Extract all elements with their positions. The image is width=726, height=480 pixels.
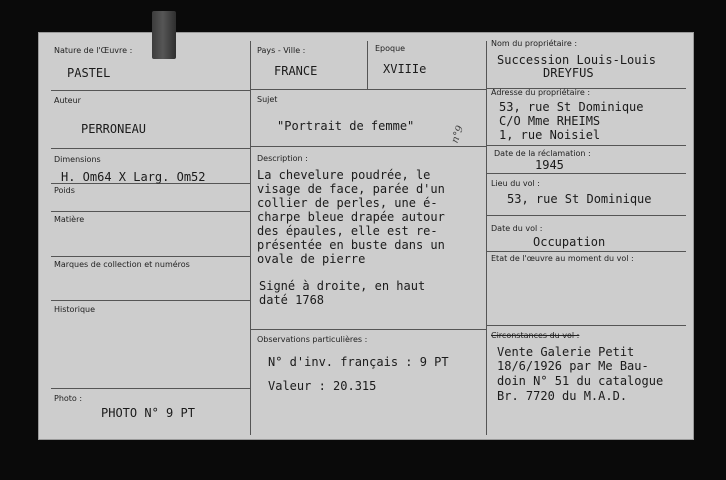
lieu-value: 53, rue St Dominique	[507, 192, 652, 206]
rule	[51, 256, 250, 257]
rule	[486, 173, 686, 174]
date-label: Date de la réclamation :	[494, 149, 591, 158]
sujet-value: "Portrait de femme"	[277, 119, 415, 133]
index-card	[38, 32, 694, 440]
historique-label: Historique	[54, 305, 96, 314]
epoque-divider	[367, 41, 368, 89]
epoque-label: Epoque	[375, 44, 406, 53]
matiere-label: Matière	[54, 215, 85, 224]
rule	[250, 89, 486, 90]
observations-line: Valeur : 20.315	[268, 379, 377, 393]
rule	[250, 146, 486, 147]
rule	[51, 388, 250, 389]
pays-label: Pays - Ville :	[257, 46, 306, 55]
circonstances-line: Br. 7720 du M.A.D.	[497, 389, 628, 403]
datevol-value: Occupation	[533, 235, 606, 249]
column-divider-2	[486, 41, 487, 435]
sujet-label: Sujet	[257, 95, 278, 104]
description-line: collier de perles, une é-	[257, 196, 438, 210]
etat-label: Etat de l'œuvre au moment du vol :	[491, 254, 634, 263]
marques-label: Marques de collection et numéros	[54, 260, 190, 269]
description-line: La chevelure poudrée, le	[257, 168, 431, 182]
description-line: présentée en buste dans un	[257, 238, 445, 252]
rule	[486, 325, 686, 326]
rule	[250, 329, 486, 330]
signature-line: Signé à droite, en haut	[259, 279, 426, 293]
proprietaire-label: Nom du propriétaire :	[491, 39, 578, 48]
auteur-label: Auteur	[54, 96, 81, 105]
nature-value: PASTEL	[67, 66, 111, 80]
nature-label: Nature de l'Œuvre :	[54, 46, 133, 55]
adresse-label: Adresse du propriétaire :	[491, 88, 591, 97]
lieu-label: Lieu du vol :	[491, 179, 540, 188]
rule	[486, 215, 686, 216]
proprietaire-line: Succession Louis-Louis	[497, 53, 656, 67]
description-line: ovale de pierre	[257, 252, 366, 266]
rule	[51, 148, 250, 149]
handwritten-note: n°9	[449, 124, 467, 145]
adresse-line: 1, rue Noisiel	[499, 128, 601, 142]
rule	[486, 145, 686, 146]
poids-label: Poids	[54, 186, 75, 195]
rule	[51, 90, 250, 91]
adresse-line: C/O Mme RHEIMS	[499, 114, 601, 128]
observations-label: Observations particulières :	[257, 335, 368, 344]
column-divider-1	[250, 41, 251, 435]
description-label: Description :	[257, 154, 308, 163]
signature-line: daté 1768	[259, 293, 325, 307]
proprietaire-line: DREYFUS	[543, 66, 594, 80]
date-value: 1945	[535, 158, 564, 172]
epoque-value: XVIIIe	[383, 62, 427, 76]
binder-clip	[152, 11, 176, 59]
description-line: des épaules, elle est re-	[257, 224, 438, 238]
dimensions-value: H. Om64 X Larg. Om52	[61, 170, 206, 184]
pays-value: FRANCE	[274, 64, 318, 78]
description-line: visage de face, parée d'un	[257, 182, 445, 196]
adresse-line: 53, rue St Dominique	[499, 100, 644, 114]
observations-line: N° d'inv. français : 9 PT	[268, 355, 449, 369]
rule	[486, 251, 686, 252]
circonstances-line: doin N° 51 du catalogue	[497, 374, 664, 388]
auteur-value: PERRONEAU	[81, 122, 147, 136]
photo-value: PHOTO N° 9 PT	[101, 406, 195, 420]
datevol-label: Date du vol :	[491, 224, 543, 233]
description-line: charpe bleue drapée autour	[257, 210, 445, 224]
rule	[51, 211, 250, 212]
circonstances-line: 18/6/1926 par Me Bau-	[497, 359, 649, 373]
circonstances-label: Circonstances du vol :	[491, 331, 580, 340]
rule	[51, 300, 250, 301]
photo-label: Photo :	[54, 394, 83, 403]
dimensions-label: Dimensions	[54, 155, 101, 164]
circonstances-line: Vente Galerie Petit	[497, 345, 635, 359]
